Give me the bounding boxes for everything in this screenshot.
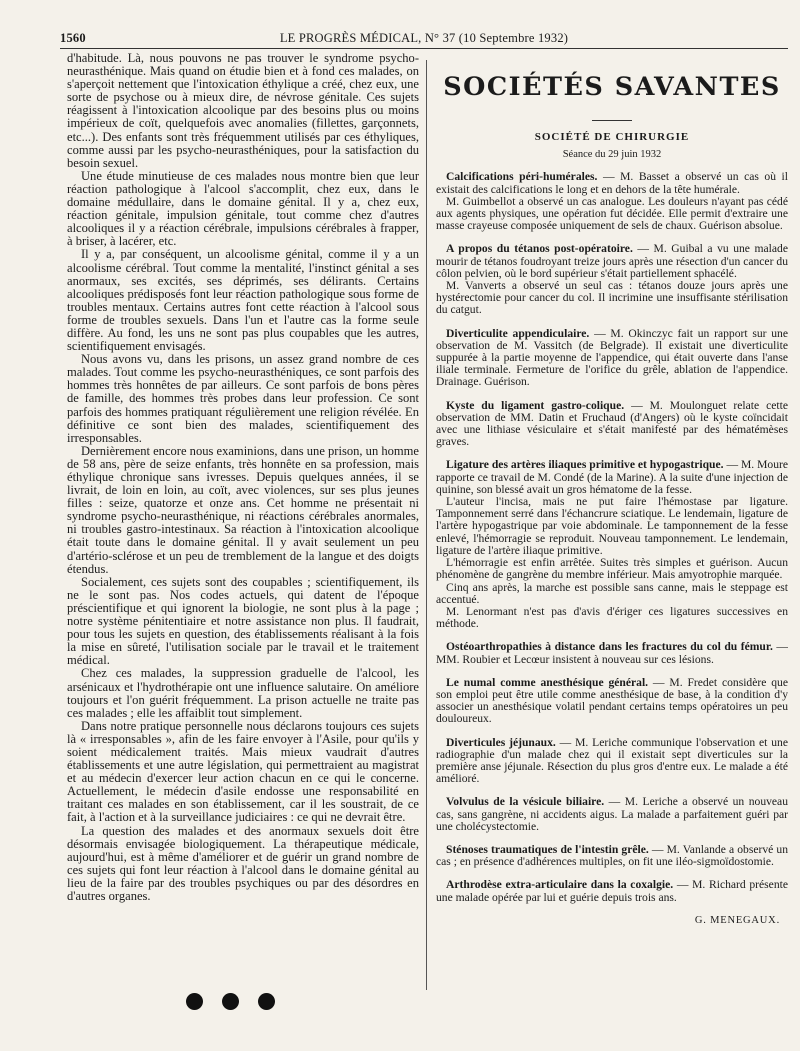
report-text: — M. Okinczyc fait un rapport sur une observation de M. Vassitch (de Belgrade). Il existait une diverticulite suppurée à la partie moyenne de l'appendice, qui était ouverte dans l'anse iliale terminale. Fermeture de l'orifice du grêle, ablation de l'appendice. Drainage. Guérison.	[436, 326, 788, 389]
report-text: L'auteur l'incisa, mais ne put faire l'hémostase par ligature. Tamponnement serré dans l'échancrure sciatique. Le lendemain, ligature de l'artère hypogastrique par voie abdominale. Le tamponnement de la fesse enlevé, l'hémorragie se reproduit. Nouveau tamponnement. Le lendemain, ligature de l'artère iliaque primitive.	[436, 495, 788, 557]
end-ornament	[186, 993, 306, 1013]
article-paragraph: Il y a, par conséquent, un alcoolisme génital, comme il y a un alcoolisme cérébral. Tout comme la mentalité, l'instinct génital a ses anormaux, ses excités, ses déprimés, ses délirants. Certains alcooliques prédisposés font leur réaction pathologique sous forme de troubles mentaux. Certains autres font cette réaction à l'alcool sous forme de troubles sexuels. Dans l'un et l'autre cas la forme seule diffère. Au fond, les uns ne sont pas plus coupables que les autres, scientifiquement envisagés.	[67, 247, 419, 354]
article-paragraph: d'habitude. Là, nous pouvons ne pas trouver le syndrome psycho-neurasthénique. Mais quand on étudie bien et à fond ces malades, on s'aperçoit nettement que l'intoxication éthylique a créé, chez eux, une sorte de psychose ou à mieux dire, de névrose génitale. Ces sujets réagissent à l'intoxication alcoolique par des besoins plus ou moins impérieux de coït, quelquefois avec anomalies (fillettes, garçonnets, etc...). Des enfants sont très fréquemment utilisés par ces éthyliques, comme aussi par les psycho-neurasthéniques, pour la satisfaction du besoin sexuel.	[67, 52, 419, 170]
report-title: Sténoses traumatiques de l'intestin grêle.	[446, 842, 649, 856]
article-paragraph: Dans notre pratique personnelle nous déclarons toujours ces sujets là « irresponsables », afin de les faire envoyer à l'Asile, pour qu'ils y soient médicalement traités. Mais mieux vaudrait d'autres établissements et une autre législation, qui permettraient au magistrat et au médecin d'exercer leur action chacun en ce qui le concerne. Actuellement, le médecin d'asile endosse une responsabilité en traitant ces malades en son établissement, car il les soustrait, de ce fait, à l'action et à la surveillance judiciaires : ce qui ne devrait être.	[67, 718, 419, 825]
ornament-dot	[258, 993, 275, 1010]
report-item	[436, 796, 788, 833]
report-text: — M. Moure rapporte ce travail de M. Condé (de la Marine). A la suite d'une injection de quinine, son blessé avait un gros hématome de la fesse.	[436, 458, 788, 496]
reports-list	[436, 171, 788, 903]
signature: G. MENEGAUX.	[694, 914, 780, 926]
report-title: Ligature des artères iliaques primitive et hypogastrique.	[446, 458, 724, 472]
seance-date: Séance du 29 juin 1932	[562, 149, 662, 161]
report-item	[436, 844, 788, 868]
report-item	[436, 677, 788, 726]
report-lead	[436, 171, 788, 195]
report-title: Diverticules jéjunaux.	[446, 735, 556, 749]
report-item	[436, 737, 788, 786]
report-lead	[436, 243, 788, 280]
report-text: — M. Moulonguet relate cette observation de MM. Datin et Fruchaud (d'Angers) où le kyste coïncidait avec une lithiase vésiculaire et s'était manifesté par des hématémèses graves.	[436, 398, 788, 449]
report-text: — M. Richard présente une malade opérée par lui et guérie depuis trois ans.	[436, 878, 788, 904]
report-item	[436, 243, 788, 316]
report-text: Cinq ans après, la marche est possible sans canne, mais le steppage est accentué.	[436, 580, 788, 606]
report-text: — M. Vanlande a observé un cas ; en présence d'adhérences multiples, on fit une iléo-sigmoïdostomie.	[436, 842, 788, 869]
running-head	[60, 31, 788, 49]
ornament-dot	[222, 993, 239, 1010]
report-text: M. Lenormant n'est pas d'avis d'ériger ces ligatures successives en méthode.	[436, 604, 788, 631]
report-title: Diverticulite appendiculaire.	[446, 326, 590, 340]
report-title: Le numal comme anesthésique général.	[446, 675, 649, 689]
report-text: M. Guimbellot a observé un cas analogue. Les douleurs n'ayant pas cédé aux agents physiques, une opération fut décidée. Elle permit d'extraire une masse crayeuse composée uniquement de sels de chaux. Guérison absolue.	[436, 194, 788, 233]
article-paragraph: Socialement, ces sujets sont des coupables ; scientifiquement, ils ne le sont pas. Nos codes actuels, qui datent de l'époque préscientifique et qui ignorent la biologie, ne sont plus à la page ; notre système pénitentiaire et notre assistance non plus. Il faudrait, pour tous les sujets en question, des établissements réalisant à la fois la mise en sûreté, l'utilisation sociale par le travail et le traitement médical.	[67, 574, 419, 668]
report-text: L'hémorragie est enfin arrêtée. Suites très simples et guérison. Aucun phénomène de gangrène du membre inférieur. Mais amyotrophie marquée.	[436, 556, 788, 582]
column-divider	[426, 60, 427, 990]
report-lead	[436, 459, 788, 496]
left-column-article	[67, 52, 419, 992]
ornament-dot	[186, 993, 203, 1010]
report-item	[436, 328, 788, 389]
report-item	[436, 641, 788, 665]
report-lead	[436, 844, 788, 868]
article-paragraph: La question des malades et des anormaux sexuels doit être désormais envisagée biologiquement. La thérapeutique médicale, aujourd'hui, est à même d'améliorer et de guérir un grand nombre de ces sujets qui font leur réaction à l'alcool dans le domaine génital au lieu de la faire par des troubles psychiques ou par des désordres en d'autres organes.	[67, 823, 419, 903]
page-number: 1560	[60, 31, 86, 45]
report-text: — MM. Roubier et Lecœur insistent à nouveau sur ces lésions.	[436, 640, 788, 666]
report-text: — M. Fredet considère que son emploi peut être utile comme anesthésique de base, à la condition d'y associer un anesthésique volatil pendant certains temps opératoires un peu douloureux.	[436, 675, 788, 726]
report-lead	[436, 879, 788, 903]
report-lead	[436, 328, 788, 389]
report-lead	[436, 641, 788, 665]
report-lead	[436, 796, 788, 833]
report-paragraph	[436, 496, 788, 557]
report-item	[436, 879, 788, 903]
report-paragraph	[436, 280, 788, 317]
report-paragraph	[436, 196, 788, 233]
report-paragraph	[436, 606, 788, 630]
report-title: Calcifications péri-humérales.	[446, 170, 598, 184]
report-item	[436, 459, 788, 630]
report-item	[436, 400, 788, 449]
title-rule	[592, 120, 632, 121]
report-title: Kyste du ligament gastro-colique.	[446, 398, 625, 412]
report-text: — M. Leriche a observé un nouveau cas, sans gangrène, ni accidents aigus. La malade a parfaitement guéri par une cholécystectomie.	[436, 795, 788, 833]
report-title: Arthrodèse extra-articulaire dans la coxalgie.	[446, 878, 674, 892]
report-text: — M. Leriche communique l'observation et une radiographie d'un malade chez qui il existait sept diverticules sur la première anse jéjunale. Résection du plus gros d'entre eux. Le malade a été amélioré.	[436, 735, 788, 786]
article-paragraph: Une étude minutieuse de ces malades nous montre bien que leur réaction pathologique à l'alcool s'accomplit, chez eux, dans le domaine médullaire, dans le domaine génital. Il y a, chez eux, réaction génitale, impulsion génitale, tout comme chez d'autres alcooliques il y a réaction cérébrale, impulsions cérébrales à frapper, à briser, à lacérer, etc.	[67, 168, 419, 249]
right-column-societes	[436, 58, 788, 1018]
article-paragraph: Chez ces malades, la suppression graduelle de l'alcool, les arsénicaux et l'hydrothérapie ont une influence salutaire. On améliore toujours et l'on guérit fréquemment. La prison actuelle ne traite pas ces malades ; elle les affaiblit tout simplement.	[67, 666, 419, 720]
report-item	[436, 171, 788, 232]
report-text: — M. Guibal a vu une malade mourir de tétanos foudroyant treize jours après une résection d'un cancer du côlon pelvien, où le bord supérieur s'était partiellement sphacélé.	[436, 242, 788, 280]
society-name: SOCIÉTÉ DE CHIRURGIE	[534, 131, 690, 143]
article-paragraph: Dernièrement encore nous examinions, dans une prison, un homme de 58 ans, père de seize enfants, très honnête en sa profession, mais éthylique chronique sans ivresses. Depuis quelques années, il se livrait, de loin en loin, au coït, avec violences, sur ses plus jeunes filles : seize, quatorze et onze ans. Cet homme ne présentait ni syndrome psycho-neurasthénique, ni réactions cérébrales anormales, ni troubles gastro-intestinaux. Sa réaction à l'intoxication alcoolique était toute dans le domaine génital. Il y avait seulement un peu d'artério-sclérose et un peu de tremblement de la langue et des doigts étendus.	[67, 443, 419, 576]
report-paragraph	[436, 557, 788, 581]
report-text: — M. Basset a observé un cas où il existait des calcifications le long et en dehors de la tête humérale.	[436, 170, 788, 196]
report-title: Volvulus de la vésicule biliaire.	[446, 795, 605, 809]
report-paragraph	[436, 582, 788, 606]
header-rule	[60, 48, 788, 49]
article-paragraph: Nous avons vu, dans les prisons, un assez grand nombre de ces malades. Tout comme les psycho-neurasthéniques, ce sont parfois des hommes très honnêtes de par ailleurs. Ce sont parfois de bons pères de famille, des hommes très probes dans leur profession. Ce sont parfois des hommes pratiquant régulièrement une religion révélée. En définitive ce sont bien des malades, scientifiquement des irresponsables.	[67, 352, 419, 445]
report-lead	[436, 737, 788, 786]
report-lead	[436, 400, 788, 449]
report-title: A propos du tétanos post-opératoire.	[446, 242, 633, 256]
report-title: Ostéoarthropathies à distance dans les fractures du col du fémur.	[446, 640, 773, 654]
journal-title: LE PROGRÈS MÉDICAL, N° 37 (10 Septembre 1932)	[279, 31, 569, 45]
report-lead	[436, 677, 788, 726]
report-text: M. Vanverts a observé un seul cas : tétanos douze jours après une hystérectomie pour cancer du col. Il incrimine une insuffisante stérilisation du catgut.	[436, 279, 788, 317]
section-title: SOCIÉTÉS SAVANTES	[443, 72, 781, 102]
